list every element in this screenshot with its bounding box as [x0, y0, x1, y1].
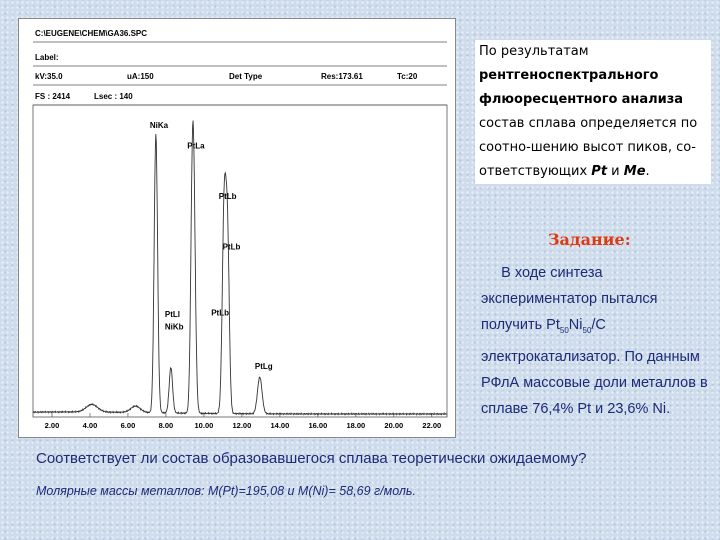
peak-label: NiKb: [164, 322, 184, 332]
peak-label: PtLb: [222, 242, 241, 252]
method-me: Me: [623, 164, 646, 179]
method-rest: состав сплава определяется по соотно-шению высот пиков, со-ответствующих: [479, 116, 698, 179]
peak-label: PtLa: [187, 141, 205, 151]
question-text: Соответствует ли состав образовавшегося сплава теоретически ожидаемому?: [36, 450, 587, 467]
spectrum-kv: kV:35.0: [35, 72, 63, 81]
spectrum-res: Res:173.61: [321, 72, 363, 81]
task-ni: Ni: [568, 317, 583, 333]
spectrum-det-type: Det Type: [229, 72, 263, 81]
x-tick-label: 2.00: [44, 421, 60, 430]
spectrum-tc: Tc:20: [397, 72, 418, 81]
method-and: и: [607, 164, 624, 179]
method-bold-2: флюоресцентного: [479, 92, 618, 107]
task-sub-pt: 50: [559, 325, 569, 335]
x-tick-label: 6.00: [120, 421, 136, 430]
task-text: [481, 260, 713, 422]
peak-label: PtLg: [254, 361, 273, 371]
spectrum-ua: uA:150: [127, 72, 154, 81]
task-text-before: В ходе синтеза экспериментатор пытался получить Pt: [481, 265, 658, 333]
x-tick-label: 22.00: [422, 421, 442, 430]
task-text-after: /C электрокатализатор. По данным РФлА массовые доли металлов в сплаве 76,4% Pt и 23,6% Ni.: [481, 317, 708, 417]
peak-label: PtLb: [218, 191, 237, 201]
method-dot: .: [645, 164, 650, 179]
task-sub-ni: 50: [582, 325, 592, 335]
x-tick-label: 18.00: [346, 421, 366, 430]
spectrum-lsec: Lsec : 140: [94, 92, 133, 101]
peak-labels: [150, 121, 273, 371]
method-bold-3: анализа: [621, 92, 684, 107]
x-tick-label: 10.00: [194, 421, 214, 430]
x-tick-label: 20.00: [384, 421, 404, 430]
spectrum-trace: [33, 121, 447, 415]
task-title: Задание:: [548, 230, 631, 249]
peak-label: NiKa: [149, 120, 169, 130]
x-tick-label: 14.00: [270, 421, 290, 430]
spectrum-fs: FS : 2414: [35, 92, 71, 101]
spectrum-file-path: C:\EUGENE\CHEM\GA36.SPC: [35, 29, 148, 38]
x-tick-label: 16.00: [308, 421, 328, 430]
peak-label: PtLl: [164, 309, 180, 319]
xrf-spectrum-panel: [18, 18, 456, 438]
spectrum-label: Label:: [35, 53, 59, 62]
x-tick-label: 12.00: [232, 421, 252, 430]
method-line1: По результатам: [479, 44, 589, 59]
peak-label: PtLb: [211, 308, 229, 318]
x-tick-label: 8.00: [158, 421, 174, 430]
x-tick-label: 4.00: [82, 421, 98, 430]
method-pt: Pt: [591, 164, 608, 179]
plot-frame: [33, 105, 447, 417]
xrf-spectrum-chart: [19, 19, 455, 437]
method-description: [475, 40, 711, 184]
molar-masses-text: Молярные массы металлов: M(Pt)=195,08 и M(Ni)= 58,69 г/моль.: [36, 484, 416, 498]
method-bold-1: рентгеноспектрального: [479, 68, 659, 83]
x-axis: [45, 413, 442, 430]
